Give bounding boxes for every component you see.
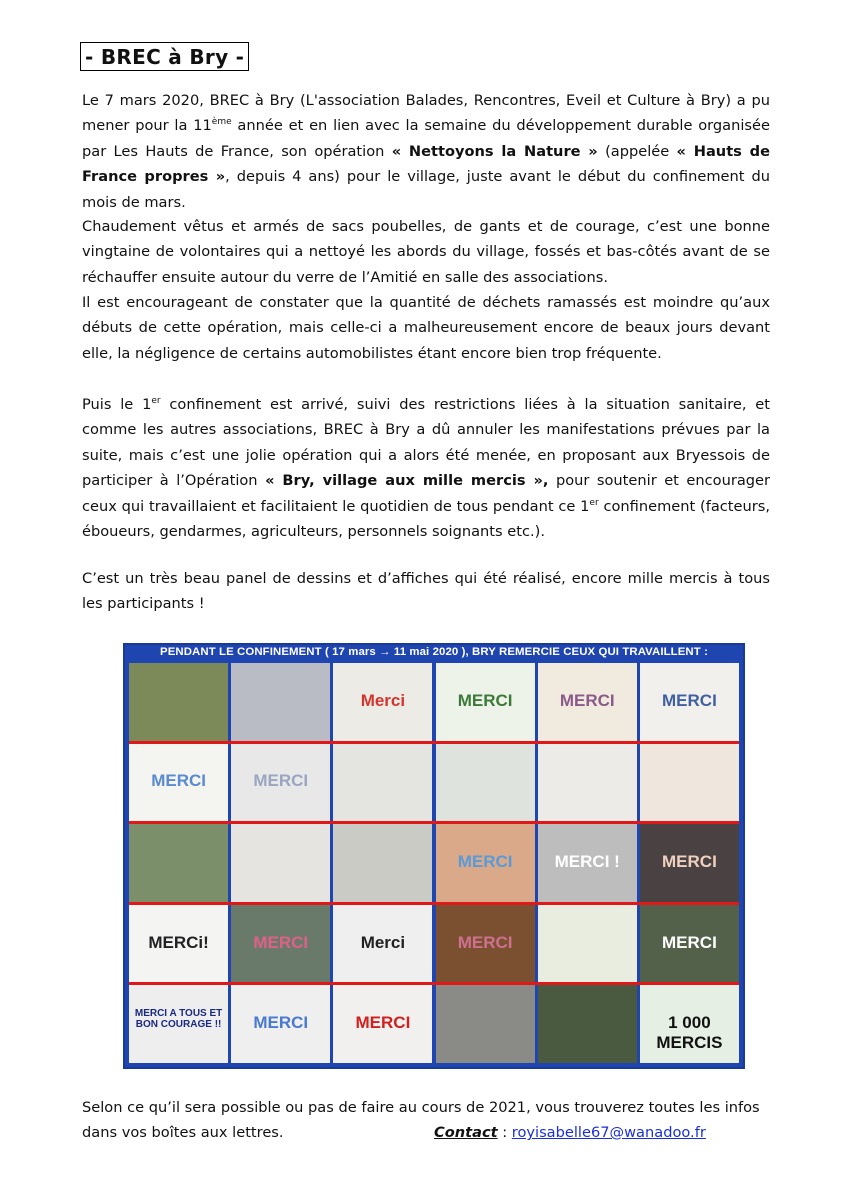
collage-photo: [333, 744, 432, 822]
merci-photo-collage: [123, 643, 745, 1069]
collage-photo-caption: MERCI: [662, 851, 717, 871]
text-run: , depuis 4 ans) pour le village, juste avant le début du confinement du mois de mars.: [82, 168, 770, 211]
collage-photo: [333, 824, 432, 902]
bold-operation-name: « Nettoyons la Nature »: [391, 142, 598, 160]
collage-row-divider: [129, 741, 739, 744]
collage-photo-caption: MERCI: [457, 851, 513, 871]
collage-photo: [436, 663, 535, 741]
collage-photo: [129, 905, 228, 983]
collage-photo: [640, 663, 739, 741]
footer-line-2: [82, 1120, 772, 1145]
collage-photo-caption: MERCI: [151, 771, 206, 791]
collage-photo: [129, 985, 228, 1063]
paragraph-lockdown-operation: [82, 392, 770, 544]
collage-photo-caption: MERCI: [662, 690, 717, 710]
page-title: - BREC à Bry -: [80, 42, 249, 71]
text-run: pour soutenir et encourager ceux qui travaillaient et facilitaient le quotidien de tous pendant ce 1: [82, 472, 771, 515]
paragraph-thanks: C’est un très beau panel de dessins et d’affiches qui été réalisé, encore mille mercis à tous les participants !: [82, 570, 770, 613]
contact-label: Contact: [434, 1124, 498, 1141]
contact-separator: :: [497, 1124, 512, 1141]
collage-photo: [333, 663, 432, 741]
collage-row-divider: [129, 821, 739, 824]
collage-photo-caption: MERCI A TOUS ET BON COURAGE !!: [134, 1008, 223, 1031]
superscript: er: [151, 396, 161, 407]
superscript: ème: [211, 117, 232, 128]
bold-operation-alias: « Hauts de France propres »: [82, 142, 770, 186]
collage-photo: [436, 824, 535, 902]
collage-row-divider: [129, 902, 739, 905]
collage-photo: [129, 663, 228, 741]
text-run: Le 7 mars 2020, BREC à Bry (L'association Balades, Rencontres, Eveil et Culture à Bry) a pu mener pour la 11: [82, 92, 770, 135]
collage-photo: [538, 905, 637, 983]
collage-photo-caption: MERCI: [457, 690, 513, 710]
footer-text: dans vos boîtes aux lettres.: [82, 1124, 284, 1141]
collage-photo: [333, 905, 432, 983]
collage-photo: [436, 744, 535, 822]
collage-photo-caption: Merci: [360, 932, 406, 952]
collage-photo: [333, 985, 432, 1063]
collage-photo-caption: Merci: [360, 690, 406, 710]
text-run: année et en lien avec la semaine du développement durable organisée par Les Hauts de France, son opération: [82, 117, 770, 160]
footer-line-1: Selon ce qu’il sera possible ou pas de faire au cours de 2021, vous trouverez toutes les infos: [82, 1099, 760, 1116]
collage-photo: [640, 985, 739, 1063]
paragraph-cleanup-operation: [82, 88, 770, 215]
collage-photo: [436, 985, 535, 1063]
collage-photo: [129, 824, 228, 902]
collage-photo-caption: MERCi!: [148, 932, 209, 952]
collage-photo-caption: MERCI !: [554, 851, 620, 871]
collage-photo-caption: MERCI: [457, 932, 513, 952]
collage-photo: [640, 905, 739, 983]
paragraph-waste-observation: Il est encourageant de constater que la quantité de déchets ramassés est moindre qu’aux débuts de cette opération, mais celle-ci a malheureusement encore de beaux jours devant elle, la négligence de certains automobilistes étant encore bien trop fréquente.: [82, 294, 770, 362]
collage-photo-caption: MERCI: [662, 932, 717, 952]
collage-grid: [129, 663, 739, 1063]
collage-photo: [231, 663, 330, 741]
collage-photo: [436, 905, 535, 983]
collage-photo: [538, 744, 637, 822]
collage-photo-caption: 1 000 MERCIS: [656, 1013, 723, 1053]
text-run: (appelée: [597, 142, 677, 160]
bold-operation-name: « Bry, village aux mille mercis »,: [265, 472, 549, 490]
collage-photo: [640, 824, 739, 902]
collage-photo-caption: MERCI: [559, 690, 615, 710]
collage-photo: [640, 744, 739, 822]
collage-photo: [231, 985, 330, 1063]
collage-photo-caption: MERCI: [253, 1013, 309, 1033]
collage-photo-caption: MERCI: [253, 932, 309, 952]
collage-photo: [538, 663, 637, 741]
collage-photo-caption: MERCI: [355, 1013, 411, 1033]
collage-photo-caption: MERCI: [253, 771, 309, 791]
collage-photo: [231, 824, 330, 902]
collage-photo: [231, 744, 330, 822]
contact-block: [434, 1120, 706, 1145]
collage-row-divider: [129, 982, 739, 985]
superscript: er: [589, 497, 599, 508]
contact-email-link[interactable]: royisabelle67@wanadoo.fr: [511, 1124, 706, 1141]
text-run: Puis le 1: [82, 396, 152, 413]
collage-photo: [538, 985, 637, 1063]
text-run: confinement est arrivé, suivi des restrictions liées à la situation sanitaire, et comme les autres associations, BREC à Bry a dû annuler les manifestations prévues par la suite, mais c’est une jolie opération qui a alors été menée, en proposant aux Bryessois de participer à l’Opération: [82, 396, 770, 490]
paragraph-volunteers: Chaudement vêtus et armés de sacs poubelles, de gants et de courage, c’est une bonne vingtaine de volontaires qui a nettoyé les abords du village, fossés et bas-côtés avant de se réchauffer ensuite autour du verre de l’Amitié en salle des associations.: [82, 218, 770, 286]
collage-photo: [231, 905, 330, 983]
text-run: confinement (facteurs, éboueurs, gendarmes, agriculteurs, personnels soignants etc.).: [82, 497, 770, 541]
collage-photo: [129, 744, 228, 822]
collage-photo: [538, 824, 637, 902]
collage-heading: PENDANT LE CONFINEMENT ( 17 mars → 11 mai 2020 ), BRY REMERCIE CEUX QUI TRAVAILLENT :: [160, 646, 708, 658]
